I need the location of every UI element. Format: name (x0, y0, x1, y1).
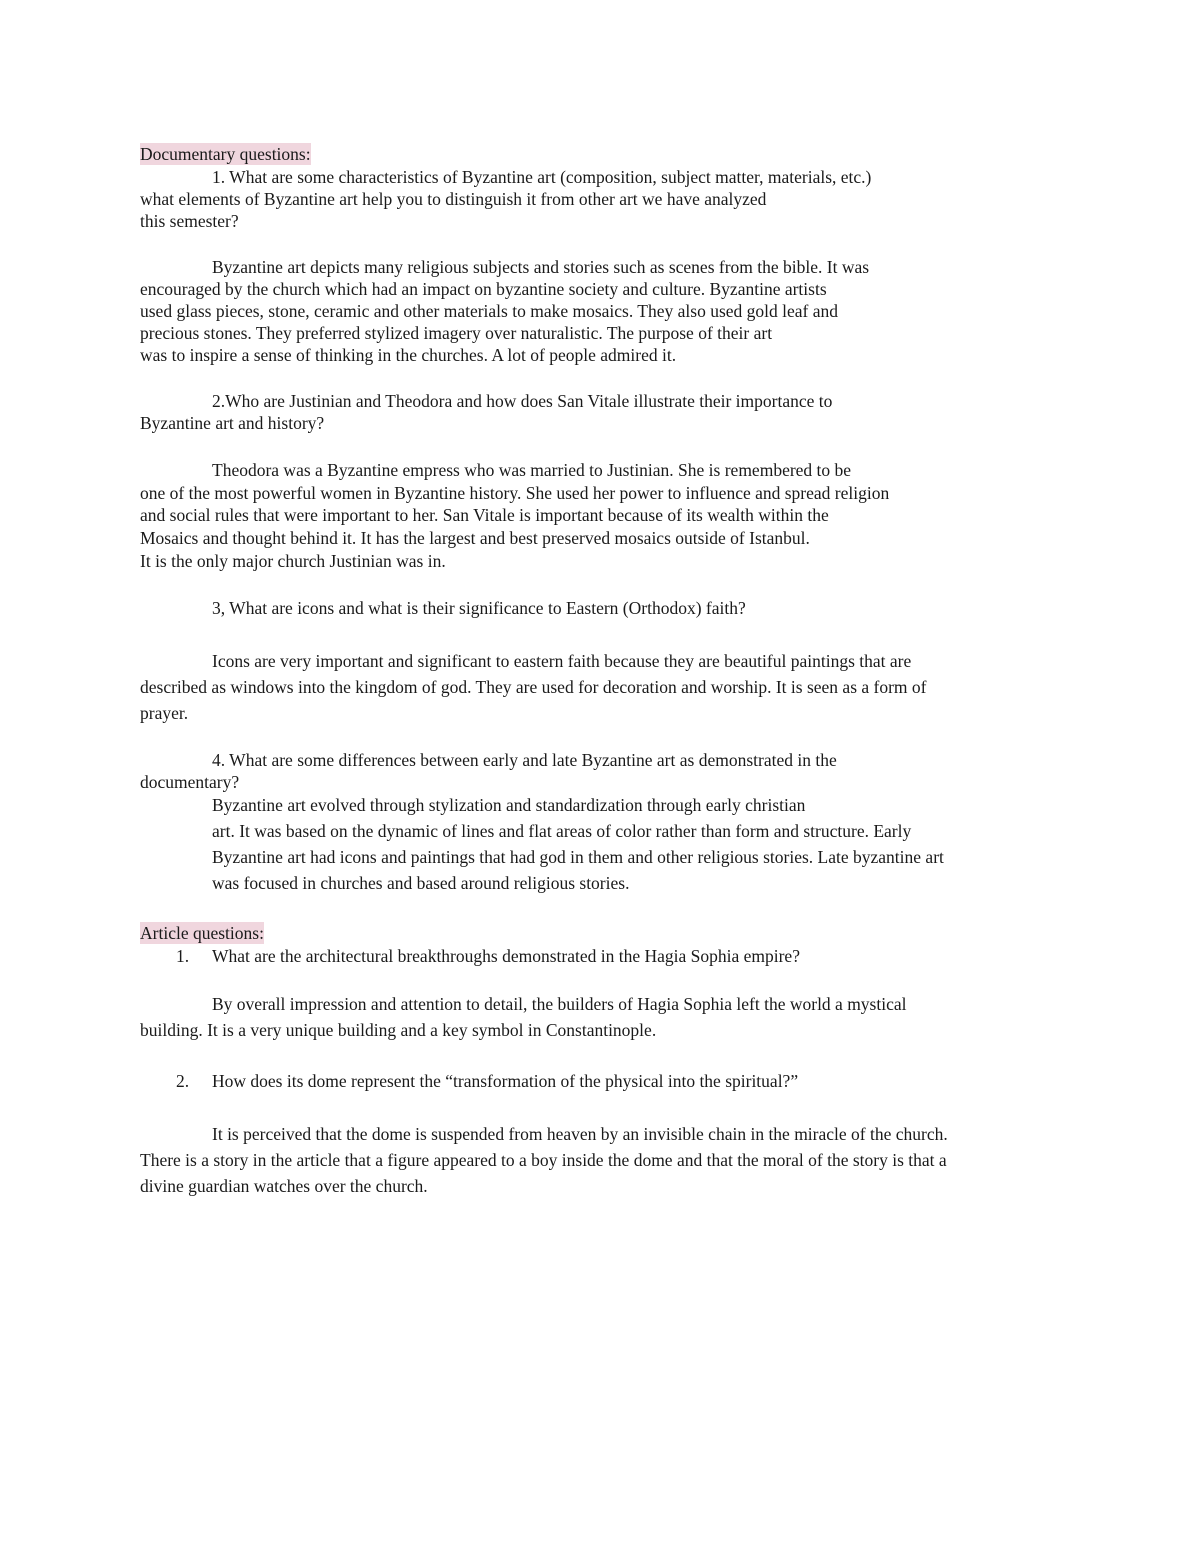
documentary-answer-1-line-4: precious stones. They preferred stylized imagery over naturalistic. The purpose of their art (140, 323, 773, 343)
documentary-answer-1-line-2: encouraged by the church which had an impact on byzantine society and culture. Byzantine artists (140, 279, 827, 299)
article-heading: Article questions: (140, 923, 264, 943)
documentary-answer-3-line-2: described as windows into the kingdom of god. They are used for decoration and worship. It is seen as a form of (140, 677, 927, 697)
documentary-answer-3-line-3: prayer. (140, 703, 189, 723)
documentary-answer-1-line-3: used glass pieces, stone, ceramic and other materials to make mosaics. They also used gold leaf and (140, 301, 839, 321)
documentary-question-4-line-2: documentary? (140, 772, 240, 792)
article-question-1-number: 1. (176, 946, 190, 966)
article-answer-1-line-1: By overall impression and attention to detail, the builders of Hagia Sophia left the world a mystical (212, 994, 907, 1014)
documentary-answer-1-line-5: was to inspire a sense of thinking in the churches. A lot of people admired it. (140, 345, 677, 365)
article-question-2-number: 2. (176, 1071, 190, 1091)
article-answer-2-line-1: It is perceived that the dome is suspended from heaven by an invisible chain in the miracle of the church. (212, 1124, 948, 1144)
documentary-question-1-line-3: this semester? (140, 211, 239, 231)
documentary-answer-4-line-3: Byzantine art had icons and paintings that had god in them and other religious stories. Late byzantine art (212, 847, 944, 867)
documentary-answer-4-line-4: was focused in churches and based around religious stories. (212, 873, 630, 893)
documentary-answer-4-line-1: Byzantine art evolved through stylization and standardization through early christian (212, 795, 806, 815)
documentary-question-4-line-1: 4. What are some differences between early and late Byzantine art as demonstrated in the (212, 750, 837, 770)
documentary-answer-4-line-2: art. It was based on the dynamic of lines and flat areas of color rather than form and structure. Early (212, 821, 912, 841)
article-answer-1-line-2: building. It is a very unique building and a key symbol in Constantinople. (140, 1020, 657, 1040)
documentary-question-3: 3, What are icons and what is their significance to Eastern (Orthodox) faith? (212, 598, 746, 618)
documentary-answer-2-line-1: Theodora was a Byzantine empress who was married to Justinian. She is remembered to be (212, 460, 852, 480)
documentary-heading: Documentary questions: (140, 144, 311, 164)
documentary-answer-2-line-3: and social rules that were important to her. San Vitale is important because of its wealth within the (140, 505, 829, 525)
article-answer-2-line-3: divine guardian watches over the church. (140, 1176, 428, 1196)
article-question-1: What are the architectural breakthroughs demonstrated in the Hagia Sophia empire? (212, 946, 800, 966)
documentary-answer-2-line-4: Mosaics and thought behind it. It has the largest and best preserved mosaics outside of Istanbul. (140, 528, 810, 548)
documentary-question-1-line-2: what elements of Byzantine art help you to distinguish it from other art we have analyzed (140, 189, 767, 209)
documentary-question-2-line-1: 2.Who are Justinian and Theodora and how does San Vitale illustrate their importance to (212, 391, 833, 411)
article-question-2: How does its dome represent the “transformation of the physical into the spiritual?” (212, 1071, 799, 1091)
documentary-answer-3-line-1: Icons are very important and significant to eastern faith because they are beautiful paintings that are (212, 651, 912, 671)
documentary-question-1-line-1: 1. What are some characteristics of Byzantine art (composition, subject matter, materials, etc.) (212, 167, 872, 187)
documentary-answer-1-line-1: Byzantine art depicts many religious subjects and stories such as scenes from the bible. It was (212, 257, 870, 277)
documentary-answer-2-line-2: one of the most powerful women in Byzantine history. She used her power to influence and spread religion (140, 483, 890, 503)
article-answer-2-line-2: There is a story in the article that a figure appeared to a boy inside the dome and that the moral of the story is that a (140, 1150, 947, 1170)
documentary-answer-2-line-5: It is the only major church Justinian was in. (140, 551, 446, 571)
documentary-question-2-line-2: Byzantine art and history? (140, 413, 325, 433)
